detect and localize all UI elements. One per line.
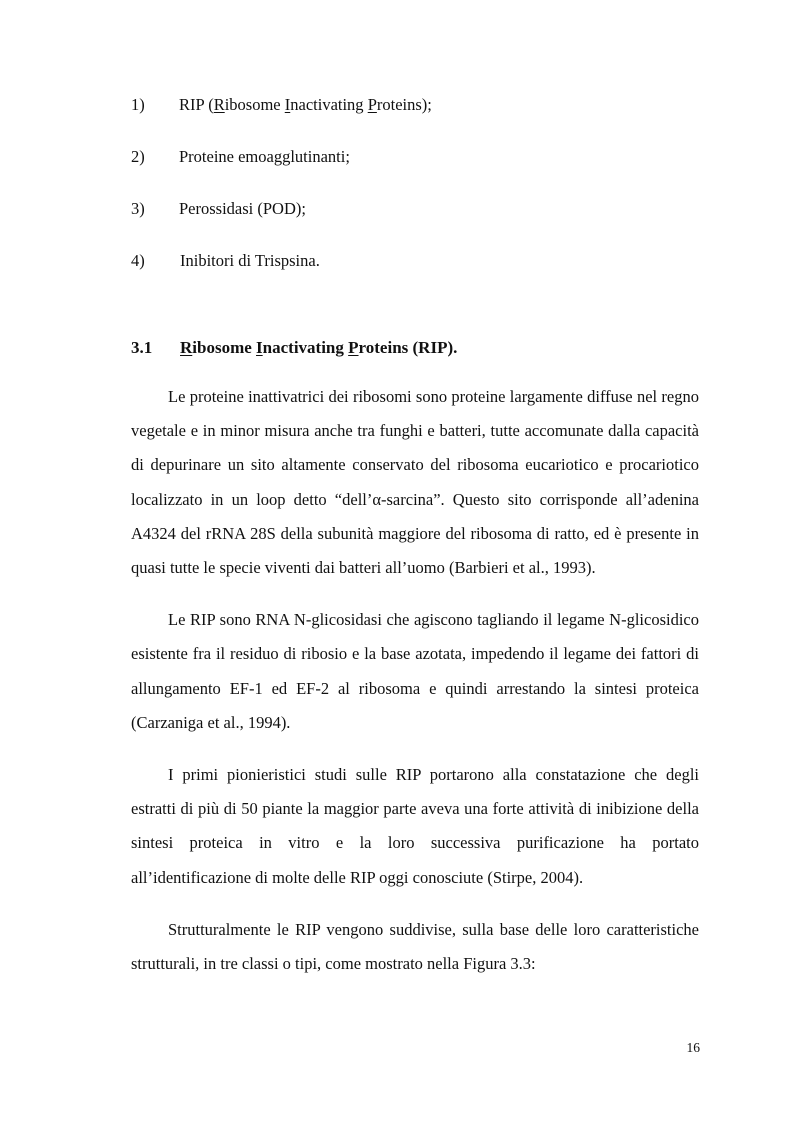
underlined-initial: I bbox=[284, 95, 291, 114]
text-fragment: RIP ( bbox=[179, 95, 214, 114]
list-item bbox=[131, 145, 711, 197]
text-fragment: roteins (RIP). bbox=[358, 338, 458, 357]
underlined-initial: R bbox=[180, 338, 193, 357]
list-item-number: 4) bbox=[131, 251, 145, 270]
text-fragment: ibosome bbox=[224, 95, 285, 114]
paragraph: Le proteine inattivatrici dei ribosomi sono proteine largamente diffuse nel regno vegetale e in minor misura anche tra funghi e batteri, tutte accomunate dalla capacità di depurinare un sito altamente conservato del ribosoma eucariotico e procariotico localizzato in un loop detto “dell’α-sarcina”. Questo sito corrisponde all’adenina A4324 del rRNA 28S della subunità maggiore del ribosoma di ratto, ed è presente in quasi tutte le specie viventi dai batteri all’uomo (Barbieri et al., 1993). bbox=[131, 387, 699, 578]
list-item bbox=[131, 197, 711, 249]
underlined-initial: I bbox=[256, 338, 263, 357]
paragraph: Strutturalmente le RIP vengono suddivise, sulla base delle loro caratteristiche strutturali, in tre classi o tipi, come mostrato nella Figura 3.3: bbox=[131, 919, 699, 974]
page-number: 16 bbox=[686, 1040, 700, 1055]
list-item-text: Inibitori di Trispsina. bbox=[180, 251, 320, 270]
body-text bbox=[131, 380, 699, 999]
list-item-text: Perossidasi (POD); bbox=[179, 199, 306, 218]
text-fragment: roteins); bbox=[376, 95, 432, 114]
text-fragment: ibosome bbox=[192, 338, 257, 357]
list-item-number: 3) bbox=[131, 199, 145, 218]
section-heading bbox=[131, 335, 457, 361]
list-item bbox=[131, 93, 711, 145]
list-item-number: 2) bbox=[131, 147, 145, 166]
underlined-initial: P bbox=[348, 338, 359, 357]
text-fragment: nactivating bbox=[262, 338, 349, 357]
list-item-text: Proteine emoagglutinanti; bbox=[179, 147, 350, 166]
text-fragment: nactivating bbox=[290, 95, 368, 114]
numbered-list bbox=[131, 93, 711, 301]
section-number: 3.1 bbox=[131, 338, 153, 357]
underlined-initial: P bbox=[367, 95, 377, 114]
list-item bbox=[131, 249, 711, 301]
list-item-text bbox=[179, 95, 432, 114]
underlined-initial: R bbox=[213, 95, 225, 114]
list-item-number: 1) bbox=[131, 95, 145, 114]
section-title bbox=[180, 338, 457, 357]
paragraph: Le RIP sono RNA N-glicosidasi che agiscono tagliando il legame N-glicosidico esistente fra il residuo di ribosio e la base azotata, impedendo il legame dei fattori di allungamento EF-1 ed EF-2 al ribosoma e quindi arrestando la sintesi proteica (Carzaniga et al., 1994). bbox=[131, 610, 699, 732]
paragraph: I primi pionieristici studi sulle RIP portarono alla constatazione che degli estratti di più di 50 piante la maggior parte aveva una forte attività di inibizione della sintesi proteica in vitro e la loro successiva purificazione ha portato all’identificazione di molte delle RIP oggi conosciute (Stirpe, 2004). bbox=[131, 765, 699, 887]
